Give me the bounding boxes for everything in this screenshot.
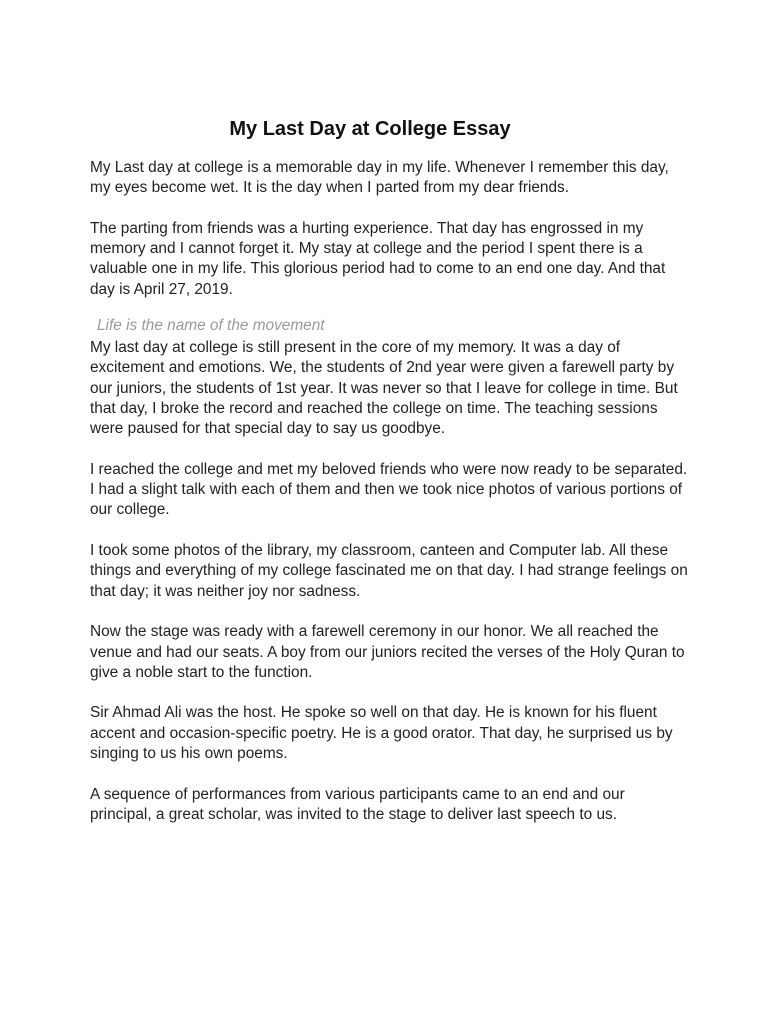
paragraph-ceremony: Now the stage was ready with a farewell ceremony in our honor. We all reached the venue and had our seats. A boy from our juniors recited the verses of the Holy Quran to give a noble start to the function. — [90, 623, 685, 681]
paragraph-photos: I took some photos of the library, my classroom, canteen and Computer lab. All these things and everything of my college fascinated me on that day. I had strange feelings on that day; it was neither joy nor sadness. — [90, 542, 688, 600]
section-subheading: Life is the name of the movement — [97, 317, 325, 335]
paragraph-parting: The parting from friends was a hurting experience. That day has engrossed in my memory and I cannot forget it. My stay at college and the period I spent there is a valuable one in my life. This glorious period had to come to an end one day. And that day is April 27, 2019. — [90, 219, 666, 298]
paragraph-host: Sir Ahmad Ali was the host. He spoke so well on that day. He is known for his fluent accent and occasion-specific poetry. He is a good orator. That day, he surprised us by singing to us his own poems. — [90, 704, 673, 763]
document-title: My Last Day at College Essay — [229, 118, 511, 140]
paragraph-memory: My last day at college is still present in the core of my memory. It was a day of excitement and emotions. We, the students of 2nd year were given a farewell party by our juniors, the students of 1st year. It was never so that I leave for college in time. But that day, I broke the record and reached the college on time. The teaching sessions were paused for that special day to say us goodbye. — [90, 339, 678, 438]
paragraph-intro: My Last day at college is a memorable day in my life. Whenever I remember this day, my eyes become wet. It is the day when I parted from my dear friends. — [90, 159, 669, 197]
paragraph-principal: A sequence of performances from various participants came to an end and our principal, a great scholar, was invited to the stage to deliver last speech to us. — [90, 785, 625, 823]
paragraph-friends: I reached the college and met my beloved friends who were now ready to be separated. I had a slight talk with each of them and then we took nice photos of various portions of our college. — [90, 460, 688, 519]
document-body — [90, 158, 690, 846]
